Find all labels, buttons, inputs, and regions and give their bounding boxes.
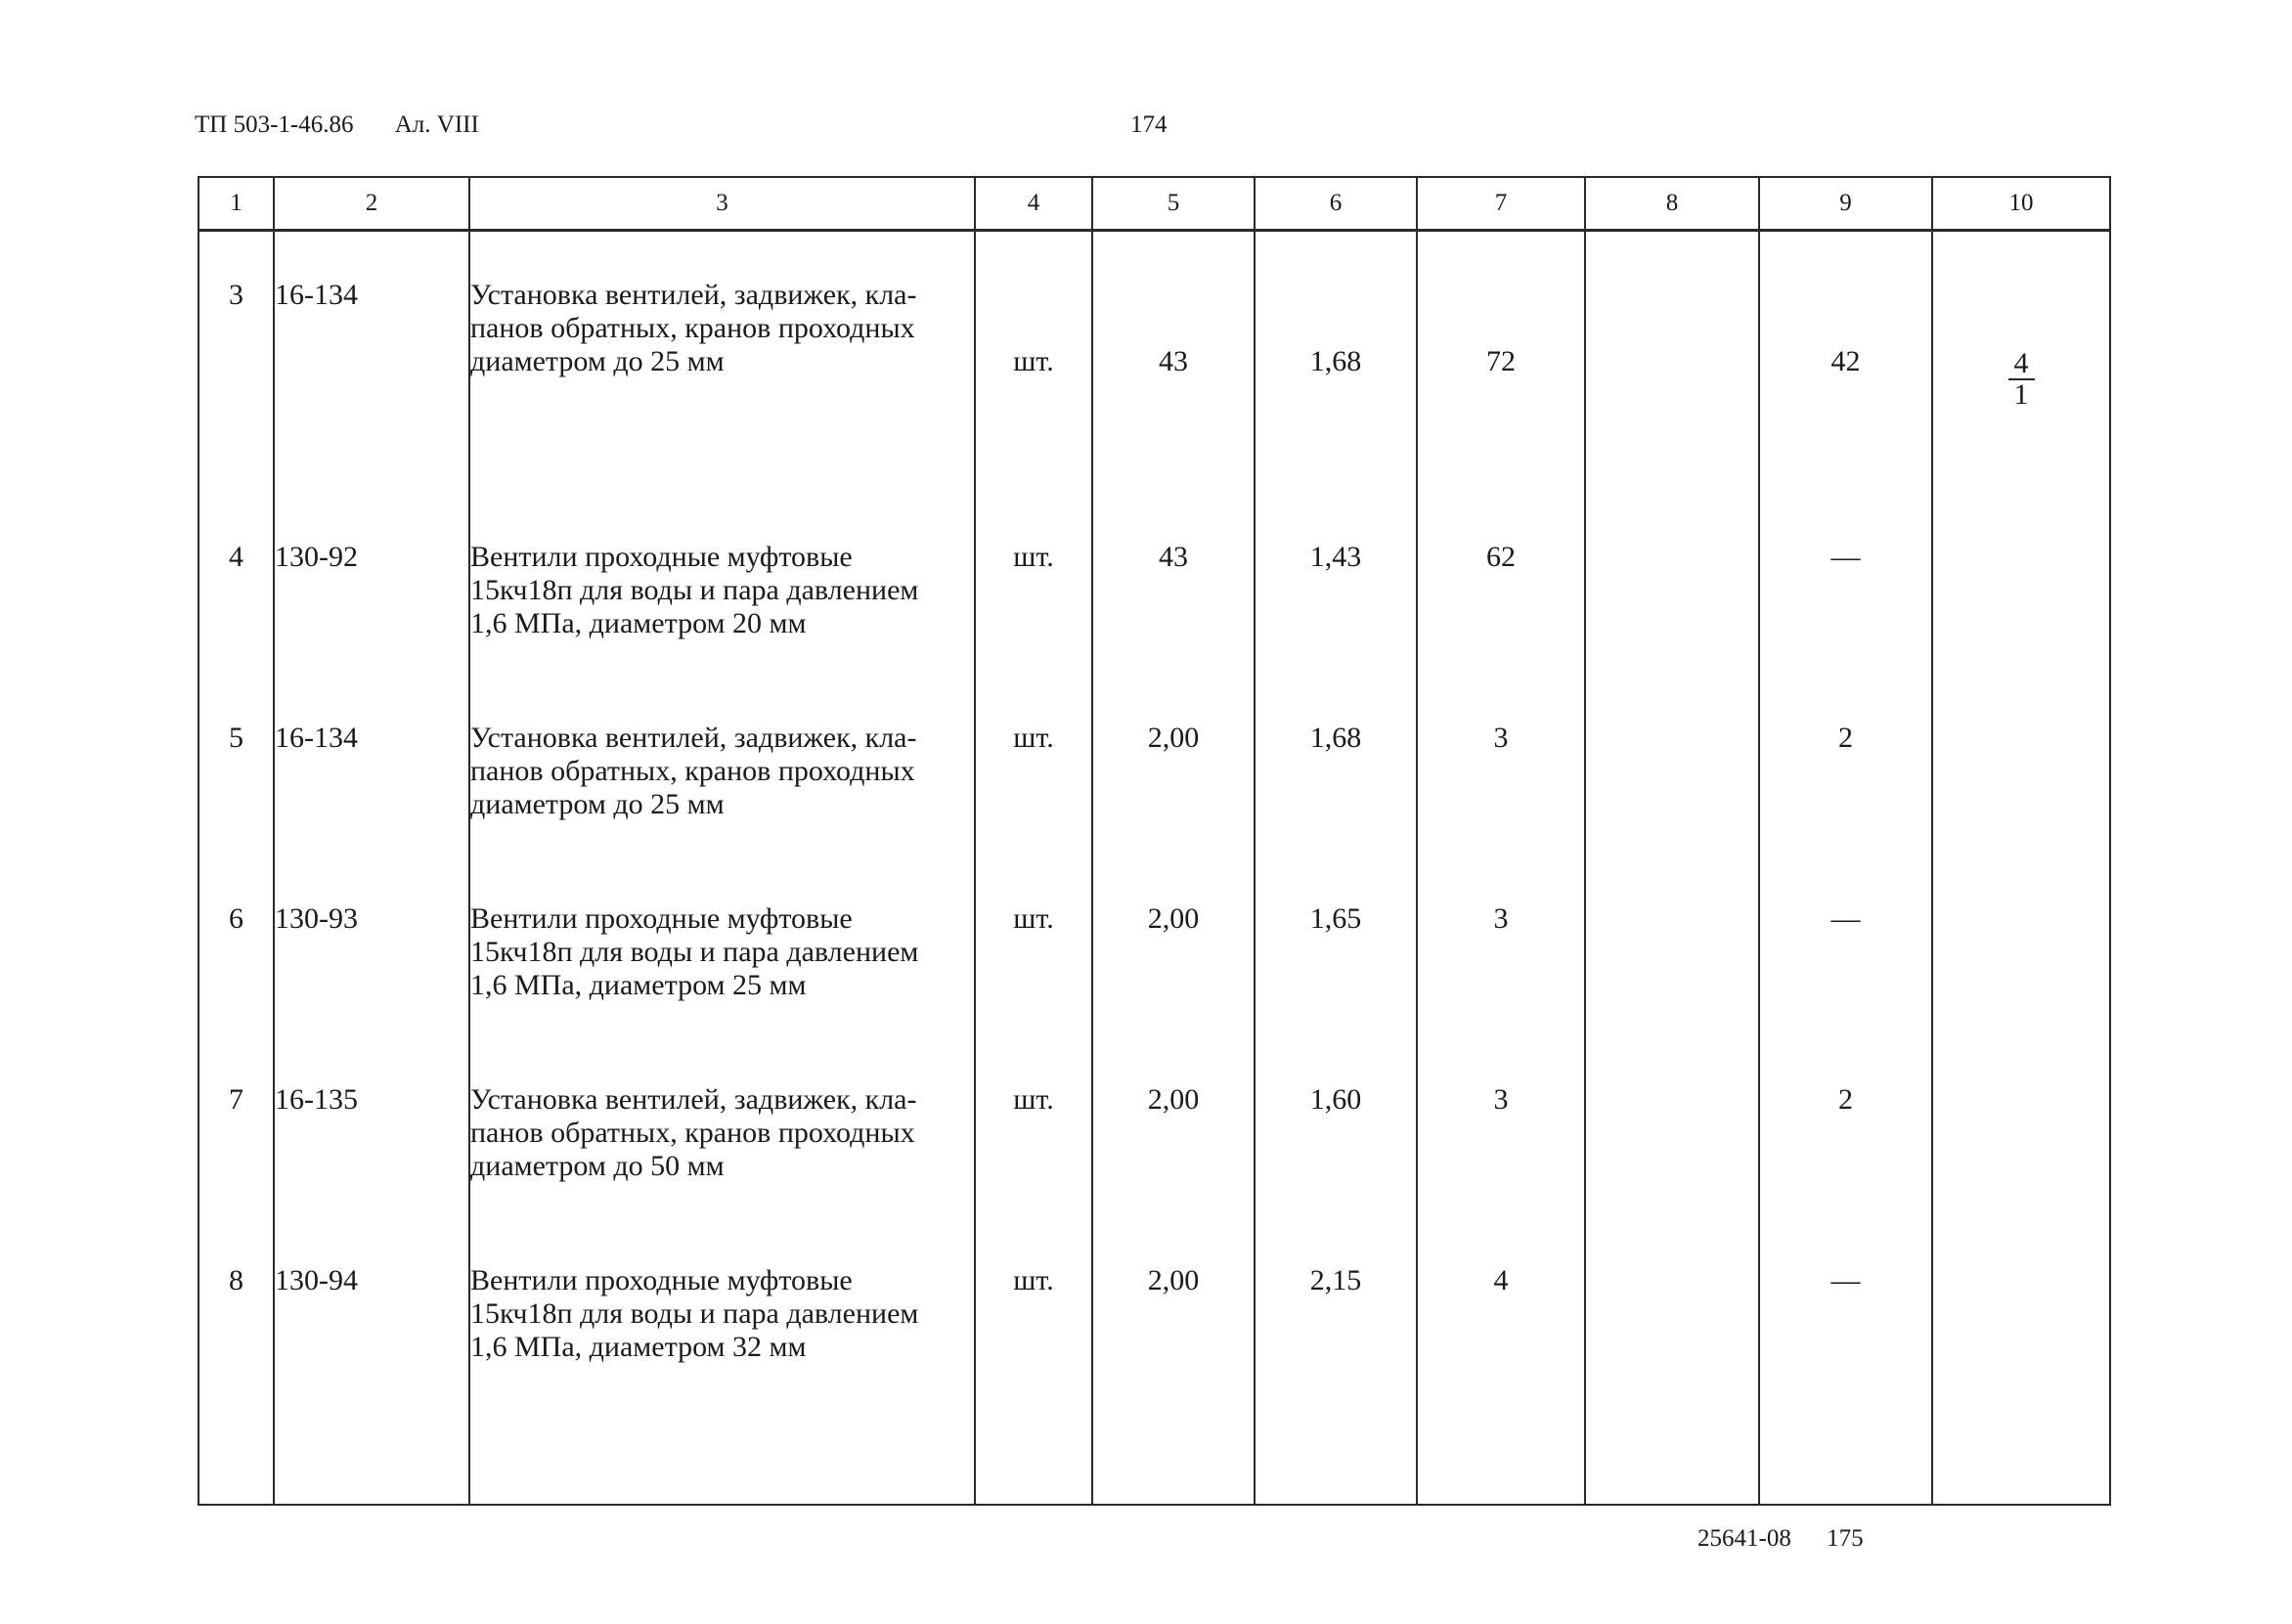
value-col9: — bbox=[1759, 1264, 1932, 1445]
value-col10 bbox=[1932, 1083, 2110, 1264]
rate-code: 130-92 bbox=[274, 541, 469, 722]
value-col9: 42 bbox=[1759, 231, 1932, 542]
table-row bbox=[198, 231, 2110, 542]
value-col6: 1,68 bbox=[1255, 722, 1417, 902]
description-line: 1,6 МПа, диаметром 20 мм bbox=[470, 607, 807, 639]
empty-cell bbox=[1759, 1445, 1932, 1505]
column-number-header bbox=[198, 177, 2110, 231]
empty-cell bbox=[1417, 1445, 1585, 1505]
row-number: 7 bbox=[198, 1083, 274, 1264]
value-col6: 1,68 bbox=[1255, 231, 1417, 542]
description-line: Установка вентилей, задвижек, кла- bbox=[470, 1083, 917, 1116]
value-col9: 2 bbox=[1759, 722, 1932, 902]
unit: шт. bbox=[975, 1083, 1092, 1264]
value-col6: 1,43 bbox=[1255, 541, 1417, 722]
quantity: 2,00 bbox=[1092, 722, 1255, 902]
table-row bbox=[198, 902, 2110, 1083]
sheet-number: 175 bbox=[1827, 1525, 1864, 1552]
description-line: Вентили проходные муфтовые bbox=[470, 902, 853, 935]
value-col9: — bbox=[1759, 902, 1932, 1083]
empty-cell bbox=[274, 1445, 469, 1505]
work-description bbox=[469, 1264, 975, 1445]
work-description bbox=[469, 902, 975, 1083]
description-line: 1,6 МПа, диаметром 25 мм bbox=[470, 969, 807, 1001]
value-col6: 1,60 bbox=[1255, 1083, 1417, 1264]
description-line: 15кч18п для воды и пара давлением bbox=[470, 1297, 919, 1330]
empty-row bbox=[198, 1445, 2110, 1505]
fraction-numerator: 4 bbox=[2008, 349, 2035, 380]
value-col7: 3 bbox=[1417, 722, 1585, 902]
column-header: 8 bbox=[1585, 177, 1759, 231]
description-line: 1,6 МПа, диаметром 32 мм bbox=[470, 1331, 807, 1363]
value-col7: 4 bbox=[1417, 1264, 1585, 1445]
description-line: диаметром до 25 мм bbox=[470, 345, 725, 377]
description-line: Установка вентилей, задвижек, кла- bbox=[470, 722, 917, 754]
value-col8 bbox=[1585, 541, 1759, 722]
description-line: панов обратных, кранов проходных bbox=[470, 312, 915, 344]
value-col8 bbox=[1585, 902, 1759, 1083]
rate-code: 130-94 bbox=[274, 1264, 469, 1445]
empty-cell bbox=[1585, 1445, 1759, 1505]
value-col10 bbox=[1932, 541, 2110, 722]
unit: шт. bbox=[975, 902, 1092, 1083]
column-header: 10 bbox=[1932, 177, 2110, 231]
quantity: 43 bbox=[1092, 231, 1255, 542]
quantity: 2,00 bbox=[1092, 902, 1255, 1083]
rate-code: 16-135 bbox=[274, 1083, 469, 1264]
value-col7: 3 bbox=[1417, 1083, 1585, 1264]
quantity: 2,00 bbox=[1092, 1264, 1255, 1445]
empty-cell bbox=[1932, 1445, 2110, 1505]
doc-code: ТП 503-1-46.86 bbox=[195, 111, 354, 138]
value-col6: 1,65 bbox=[1255, 902, 1417, 1083]
unit: шт. bbox=[975, 1264, 1092, 1445]
column-header: 4 bbox=[975, 177, 1092, 231]
description-line: диаметром до 50 мм bbox=[470, 1150, 725, 1182]
value-col10 bbox=[1932, 902, 2110, 1083]
value-col8 bbox=[1585, 1083, 1759, 1264]
value-col10 bbox=[1932, 1264, 2110, 1445]
page-footer bbox=[1697, 1525, 1864, 1553]
column-header: 2 bbox=[274, 177, 469, 231]
value-col9: 2 bbox=[1759, 1083, 1932, 1264]
empty-cell bbox=[1255, 1445, 1417, 1505]
value-col6: 2,15 bbox=[1255, 1264, 1417, 1445]
empty-cell bbox=[975, 1445, 1092, 1505]
table-row bbox=[198, 541, 2110, 722]
table-row bbox=[198, 1083, 2110, 1264]
column-header: 6 bbox=[1255, 177, 1417, 231]
row-number: 3 bbox=[198, 231, 274, 542]
value-col8 bbox=[1585, 231, 1759, 542]
rate-code: 130-93 bbox=[274, 902, 469, 1083]
rate-code: 16-134 bbox=[274, 231, 469, 542]
value-col8 bbox=[1585, 1264, 1759, 1445]
page-number: 174 bbox=[1130, 111, 1168, 138]
fraction bbox=[2008, 349, 2035, 410]
description-line: панов обратных, кранов проходных bbox=[470, 1117, 915, 1149]
doc-number: 25641-08 bbox=[1697, 1525, 1791, 1552]
empty-cell bbox=[198, 1445, 274, 1505]
work-description bbox=[469, 231, 975, 542]
value-col10 bbox=[1932, 722, 2110, 902]
column-header: 3 bbox=[469, 177, 975, 231]
row-number: 8 bbox=[198, 1264, 274, 1445]
description-line: 15кч18п для воды и пара давлением bbox=[470, 574, 919, 606]
column-header: 5 bbox=[1092, 177, 1255, 231]
unit: шт. bbox=[975, 722, 1092, 902]
unit: шт. bbox=[975, 541, 1092, 722]
table-row bbox=[198, 1264, 2110, 1445]
unit: шт. bbox=[975, 231, 1092, 542]
value-col8 bbox=[1585, 722, 1759, 902]
column-header: 7 bbox=[1417, 177, 1585, 231]
value-col10 bbox=[1932, 231, 2110, 542]
empty-cell bbox=[1092, 1445, 1255, 1505]
description-line: диаметром до 25 мм bbox=[470, 788, 725, 820]
value-col9: — bbox=[1759, 541, 1932, 722]
fraction-denominator: 1 bbox=[2013, 378, 2029, 411]
album-label: Ал. VIII bbox=[394, 111, 479, 138]
row-number: 5 bbox=[198, 722, 274, 902]
row-number: 6 bbox=[198, 902, 274, 1083]
page-header bbox=[195, 111, 479, 139]
description-line: 15кч18п для воды и пара давлением bbox=[470, 936, 919, 968]
rate-code: 16-134 bbox=[274, 722, 469, 902]
description-line: Вентили проходные муфтовые bbox=[470, 541, 853, 573]
work-description bbox=[469, 541, 975, 722]
table-row bbox=[198, 722, 2110, 902]
quantity: 43 bbox=[1092, 541, 1255, 722]
description-line: Вентили проходные муфтовые bbox=[470, 1264, 853, 1296]
description-line: панов обратных, кранов проходных bbox=[470, 755, 915, 787]
empty-cell bbox=[469, 1445, 975, 1505]
value-col7: 62 bbox=[1417, 541, 1585, 722]
description-line: Установка вентилей, задвижек, кла- bbox=[470, 279, 917, 311]
quantity: 2,00 bbox=[1092, 1083, 1255, 1264]
work-description bbox=[469, 1083, 975, 1264]
column-header: 9 bbox=[1759, 177, 1932, 231]
work-description bbox=[469, 722, 975, 902]
specification-table bbox=[198, 176, 2111, 1506]
value-col7: 72 bbox=[1417, 231, 1585, 542]
value-col7: 3 bbox=[1417, 902, 1585, 1083]
column-header: 1 bbox=[198, 177, 274, 231]
row-number: 4 bbox=[198, 541, 274, 722]
